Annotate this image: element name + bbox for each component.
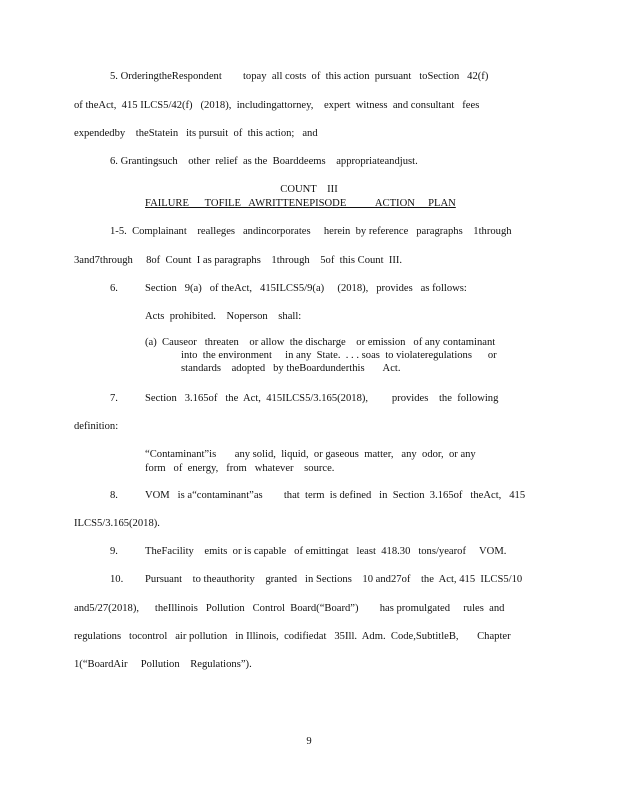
paragraph-10-line-2: and5/27(2018), theIllinois Pollution Control Board(“Board”) has promulgated rules and <box>74 603 505 614</box>
quote-a-line-2: into the environment in any State. . . . soas to violateregulations or <box>181 350 497 361</box>
page-number: 9 <box>306 736 312 747</box>
contaminant-definition-line-2: form of energy, from whatever source. <box>145 463 335 474</box>
quote-acts-prohibited: Acts prohibited. Noperson shall: <box>145 311 302 322</box>
paragraph-6b-text: Section 9(a) of theAct, 415ILCS5/9(a) (2018), provides as follows: <box>145 283 467 294</box>
paragraph-9-number: 9. <box>110 546 118 557</box>
paragraph-1-5-line-1: 1-5. Complainant realleges andincorporates herein by reference paragraphs 1through <box>110 226 512 237</box>
count-heading: COUNT III <box>280 184 338 195</box>
paragraph-8-continuation: ILCS5/3.165(2018). <box>74 518 160 529</box>
paragraph-5-line-2: of theAct, 415 ILCS5/42(f) (2018), includingattorney, expert witness and consultant fees <box>74 100 480 111</box>
paragraph-10-number: 10. <box>110 574 124 585</box>
paragraph-8-text: VOM is a“contaminant”as that term is defined in Section 3.165of theAct, 415 <box>145 490 526 501</box>
paragraph-8-number: 8. <box>110 490 118 501</box>
paragraph-7-number: 7. <box>110 393 118 404</box>
paragraph-7-text: Section 3.165of the Act, 415ILCS5/3.165(2018), provides the following <box>145 393 499 404</box>
paragraph-10-line-4: 1(“BoardAir Pollution Regulations”). <box>74 659 252 670</box>
paragraph-5-line-3: expendedby theStatein its pursuit of this action; and <box>74 128 318 139</box>
paragraph-10-text: Pursuant to theauthority granted in Sections 10 and27of the Act, 415 ILCS5/10 <box>145 574 523 585</box>
paragraph-7-continuation: definition: <box>74 421 119 432</box>
paragraph-5-line-1: 5. OrderingtheRespondent topay all costs of this action pursuant toSection 42(f) <box>110 71 489 82</box>
count-subheading: FAILURE TOFILE AWRITTENEPISODE ACTION PLAN <box>145 198 456 209</box>
contaminant-definition-line-1: “Contaminant”is any solid, liquid, or gaseous matter, any odor, or any <box>145 449 476 460</box>
quote-a-line-1: (a) Causeor threaten or allow the discharge or emission of any contaminant <box>145 337 496 348</box>
paragraph-9-text: TheFacility emits or is capable of emittingat least 418.30 tons/yearof VOM. <box>145 546 507 557</box>
paragraph-6-line-1: 6. Grantingsuch other relief as the Boarddeems appropriateandjust. <box>110 156 418 167</box>
paragraph-1-5-line-2: 3and7through 8of Count I as paragraphs 1through 5of this Count III. <box>74 255 403 266</box>
quote-a-line-3: standards adopted by theBoardunderthis Act. <box>181 363 401 374</box>
paragraph-10-line-3: regulations tocontrol air pollution in Illinois, codifiedat 35Ill. Adm. Code,SubtitleB, Chapter <box>74 631 511 642</box>
paragraph-6b-number: 6. <box>110 283 118 294</box>
